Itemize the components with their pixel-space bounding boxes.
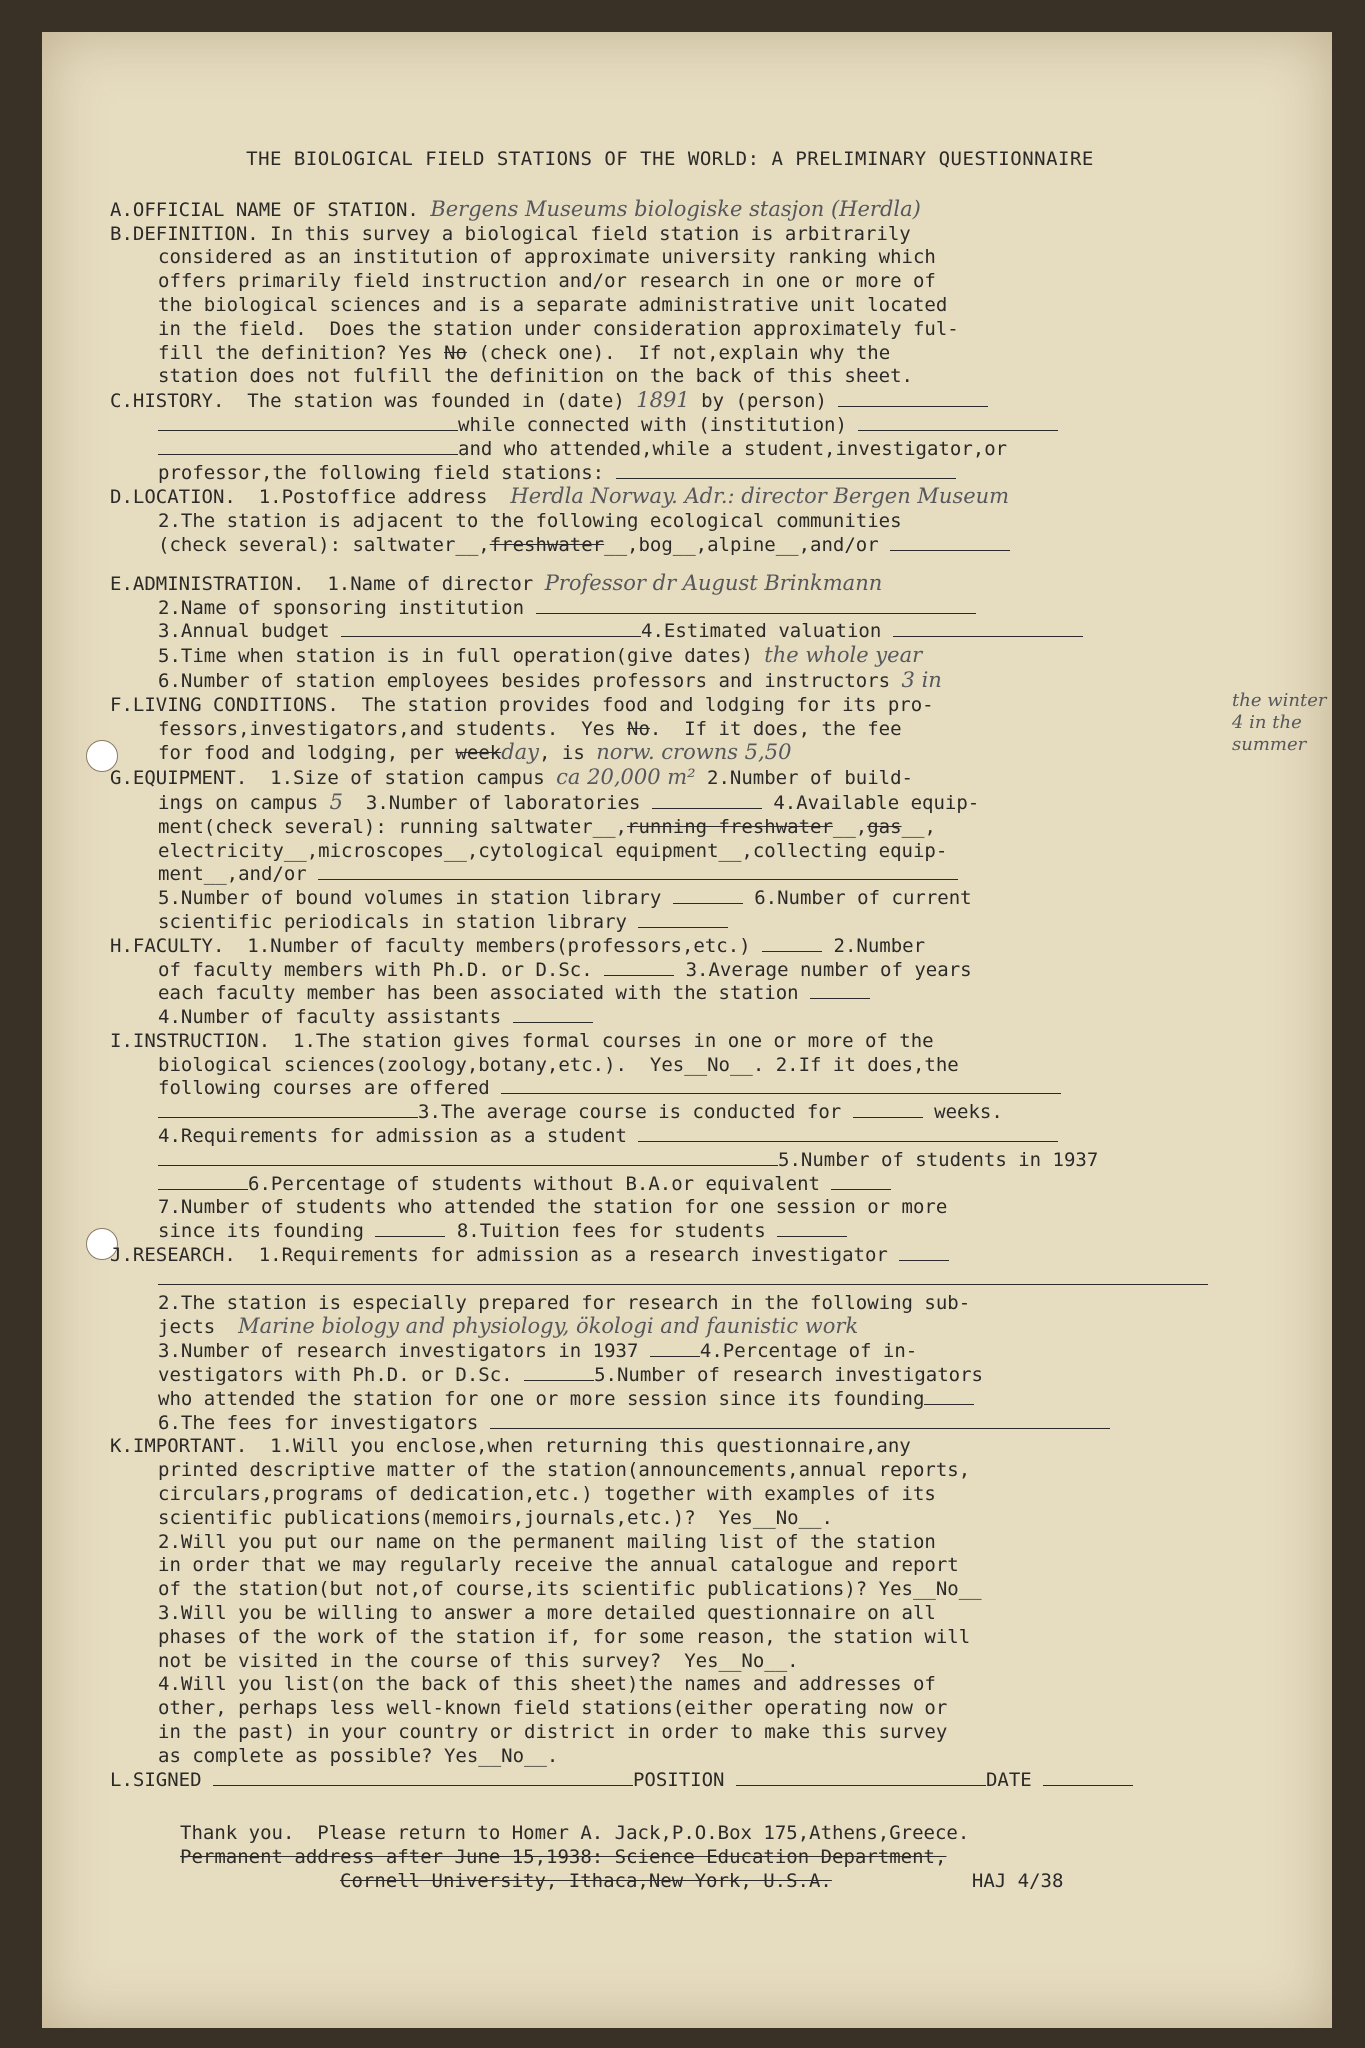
- section-g-line-4: electricity__,microscopes__,cytological equipment__,collecting equip-: [158, 839, 948, 862]
- students-blank: [158, 1149, 778, 1166]
- section-i-line-8: 7.Number of students who attended the station for one session or more: [158, 1196, 948, 1219]
- periodicals-label-2: scientific periodicals in station library: [158, 910, 627, 933]
- address-label: D.LOCATION. 1.Postoffice address: [110, 486, 488, 509]
- operation-label: 5.Time when station is in full operation(give dates): [158, 645, 753, 668]
- budget-blank: [341, 620, 641, 637]
- history-blank-3: [158, 438, 458, 455]
- section-j-line-6: [110, 1388, 1230, 1412]
- section-f-line-3: [110, 741, 1230, 766]
- section-j-line-3: [110, 1315, 1230, 1340]
- library-label: 5.Number of bound volumes in station library: [158, 887, 662, 910]
- equipment-label: 4.Available equip-: [773, 791, 980, 814]
- handwritten-campus-size: ca 20,000 m²: [556, 765, 696, 790]
- periodicals-label: 6.Number of current: [754, 887, 972, 910]
- section-f-line-1: F.LIVING CONDITIONS. The station provides food and lodging for its pro-: [110, 693, 934, 716]
- courses-blank: [501, 1077, 1061, 1094]
- campus-label: ings on campus: [158, 791, 319, 814]
- faculty-phd-label-2: of faculty members with Ph.D. or D.Sc.: [158, 958, 593, 981]
- attended-label: and who attended,while a student,investigator,or: [458, 437, 1008, 460]
- handwritten-buildings: 5: [329, 789, 343, 814]
- investigators-phd-label: vestigators with Ph.D. or D.Sc.: [158, 1364, 513, 1387]
- community-blank: [890, 534, 1010, 551]
- saltwater-option: (check several): saltwater__,: [158, 533, 490, 556]
- budget-label: 3.Annual budget: [158, 620, 330, 643]
- section-e-line-1: [110, 572, 1230, 597]
- assistants-blank: [513, 1006, 593, 1023]
- investigators-blank: [650, 1340, 700, 1357]
- connected-with-label: while connected with (institution): [458, 413, 847, 436]
- handwritten-founded-date: 1891: [636, 388, 690, 413]
- section-i-line-5: [110, 1125, 1230, 1149]
- position-blank: [736, 1769, 986, 1786]
- percentage-investigators-label: 4.Percentage of in-: [699, 1340, 918, 1363]
- faculty-blank: [762, 935, 822, 952]
- week-struck: week: [455, 742, 502, 765]
- section-i-line-6: [110, 1149, 1230, 1173]
- section-k-line-12: other, perhaps less well-known field stations(either operating now or: [158, 1697, 948, 1720]
- section-d-line-1: [110, 485, 1230, 510]
- valuation-label: 4.Estimated valuation: [641, 620, 882, 643]
- food-no-struck: No: [627, 717, 650, 740]
- section-k-line-1: K.IMPORTANT. 1.Will you enclose,when returning this questionnaire,any: [110, 1435, 911, 1458]
- section-g-line-6: [110, 887, 1230, 911]
- date-blank: [1043, 1769, 1133, 1786]
- section-k-line-8: 3.Will you be willing to answer a more detailed questionnaire on all: [158, 1602, 936, 1625]
- section-i-line-7: [110, 1173, 1230, 1197]
- section-e-line-2: [110, 597, 1230, 621]
- definition-no-struck: No: [444, 341, 467, 364]
- faculty-phd-blank: [604, 959, 674, 976]
- per-label: for food and lodging, per: [158, 742, 444, 765]
- investigators-phd-blank: [524, 1364, 594, 1381]
- faculty-phd-label: 2.Number: [833, 934, 926, 957]
- equipment-separator-2: __,: [901, 815, 936, 838]
- section-i-line-4: [110, 1101, 1230, 1125]
- student-requirements-label: 4.Requirements for admission as a student: [158, 1125, 627, 1148]
- research-requirements-label: J.RESEARCH. 1.Requirements for admission as a research investigator: [110, 1244, 888, 1267]
- years-blank: [810, 982, 870, 999]
- founding-students-label: since its founding: [158, 1220, 364, 1243]
- library-blank: [673, 887, 743, 904]
- section-i-line-1: I.INSTRUCTION. 1.The station gives formal courses in one or more of the: [110, 1029, 934, 1052]
- equipment-other-label: ment__,and/or: [158, 863, 307, 886]
- section-b-line-6: [110, 342, 1230, 366]
- field-stations-label: professor,the following field stations:: [158, 461, 605, 484]
- date-label: DATE: [985, 1768, 1032, 1791]
- section-c-line-3: [110, 438, 1230, 462]
- community-options: __,bog__,alpine__,and/or: [604, 533, 879, 556]
- periodicals-blank: [638, 911, 728, 928]
- section-k-line-13: in the past) in your country or district in order to make this survey: [158, 1721, 948, 1743]
- section-k-line-6: in order that we may regularly receive the annual catalogue and report: [158, 1554, 959, 1577]
- founded-by-label: by (person): [701, 390, 827, 413]
- section-h-line-2: [110, 959, 1230, 983]
- section-k-line-3: circulars,programs of dedication,etc.) together with examples of its: [158, 1483, 936, 1506]
- tuition-blank: [777, 1220, 847, 1237]
- section-k-line-14: as complete as possible? Yes__No__.: [158, 1744, 559, 1767]
- handwritten-research-subjects: Marine biology and physiology, ökologi and faunistic work: [238, 1314, 859, 1339]
- is-label: , is: [539, 742, 585, 765]
- signed-label: L.SIGNED: [110, 1768, 202, 1791]
- percentage-prefix-blank: [158, 1173, 248, 1190]
- section-j-line-2: 2.The station is especially prepared for research in the following sub-: [158, 1291, 971, 1314]
- section-e-line-3: [110, 620, 1230, 644]
- section-b-line-3: offers primarily field instruction and/or research in one or more of: [158, 270, 936, 293]
- freshwater-equipment-struck: running freshwater: [627, 815, 833, 838]
- courses-label: following courses are offered: [158, 1077, 490, 1100]
- section-k-line-2: printed descriptive matter of the station(announcements,annual reports,: [158, 1459, 971, 1482]
- laboratories-label: 3.Number of laboratories: [365, 791, 641, 814]
- freshwater-struck: freshwater: [489, 533, 605, 556]
- section-k-line-9: phases of the work of the station if, for some reason, the station will: [158, 1625, 971, 1648]
- course-length-label: 3.The average course is conducted for: [418, 1101, 842, 1124]
- founding-students-blank: [375, 1220, 445, 1237]
- official-name-label: A.OFFICIAL NAME OF STATION.: [110, 198, 419, 221]
- return-instructions: [110, 1822, 1230, 1893]
- section-h-line-3: [110, 982, 1230, 1006]
- section-f-line-2: [110, 718, 1230, 742]
- equipment-separator-1: __,: [832, 815, 868, 838]
- section-h-line-1: [110, 935, 1230, 959]
- section-c-line-1: [110, 389, 1230, 414]
- section-j-line-1: [110, 1244, 1230, 1268]
- section-i-line-2: biological sciences(zoology,botany,etc.). Yes__No__. 2.If it does,the: [158, 1053, 959, 1076]
- campus-size-label: G.EQUIPMENT. 1.Size of station campus: [110, 767, 545, 790]
- section-k-line-11: 4.Will you list(on the back of this sheet)the names and addresses of: [158, 1673, 936, 1696]
- section-d-line-3: [110, 534, 1230, 558]
- weeks-label: weeks.: [934, 1101, 1003, 1124]
- returning-investigators-label: 5.Number of research investigators: [594, 1364, 983, 1387]
- section-k-line-7: of the station(but not,of course,its scientific publications)? Yes__No__: [158, 1578, 982, 1601]
- section-k-line-5: 2.Will you put our name on the permanent mailing list of the station: [158, 1530, 936, 1553]
- percentage-blank: [831, 1173, 891, 1190]
- faculty-label: H.FACULTY. 1.Number of faculty members(professors,etc.): [110, 934, 751, 957]
- section-c-line-2: [110, 414, 1230, 438]
- signed-blank: [213, 1769, 633, 1786]
- questionnaire-text: [110, 148, 1230, 1894]
- section-b-line-4: the biological sciences and is a separate administrative unit located: [158, 293, 948, 316]
- section-b-line-1: B.DEFINITION. In this survey a biological field station is arbitrarily: [110, 222, 911, 245]
- section-k-line-10: not be visited in the course of this survey? Yes__No__.: [158, 1649, 799, 1672]
- section-g-line-7: [110, 911, 1230, 935]
- section-h-line-4: [110, 1006, 1230, 1030]
- section-k-line-4: scientific publications(memoirs,journals,etc.)? Yes__No__.: [158, 1506, 833, 1529]
- history-blank-1: [158, 414, 458, 431]
- subjects-label: jects: [158, 1316, 216, 1339]
- footer-address-struck: Cornell University, Ithaca,New York, U.S.A.: [340, 1869, 832, 1892]
- courses-blank-2: [158, 1101, 418, 1118]
- returning-investigators-blank: [924, 1388, 974, 1405]
- footer-line-1: Thank you. Please return to Homer A. Jack,P.O.Box 175,Athens,Greece.: [180, 1822, 970, 1845]
- assistants-label: 4.Number of faculty assistants: [158, 1006, 502, 1029]
- course-length-blank: [853, 1101, 923, 1118]
- tuition-label: 8.Tuition fees for students: [456, 1220, 766, 1243]
- handwritten-station-name: Bergens Museums biologiske stasjon (Herdla): [430, 196, 921, 221]
- handwritten-operation: the whole year: [764, 643, 923, 668]
- section-j-line-5: [110, 1364, 1230, 1388]
- definition-yes-label: fill the definition? Yes: [158, 341, 433, 364]
- valuation-blank: [893, 620, 1083, 637]
- section-b-line-7: station does not fulfill the definition on the back of this sheet.: [158, 365, 913, 388]
- investigators-1937-label: 3.Number of research investigators in 1937: [158, 1340, 639, 1363]
- handwritten-director: Professor dr August Brinkmann: [544, 570, 883, 595]
- definition-check-text: (check one). If not,explain why the: [478, 341, 891, 364]
- fee-label: . If it does, the fee: [649, 717, 902, 740]
- handwritten-day: day: [501, 740, 540, 765]
- section-g-line-1: [110, 766, 1230, 791]
- section-e-line-5: [110, 669, 1230, 694]
- section-j-line-1b: [110, 1268, 1230, 1292]
- section-g-line-5: [110, 863, 1230, 887]
- equipment-other-blank: [318, 863, 958, 880]
- section-a: [110, 198, 1230, 223]
- research-requirements-blank-2: [158, 1268, 1208, 1285]
- handwritten-employees-note: the winter 4 in the summer: [1232, 690, 1327, 755]
- buildings-label: 2.Number of build-: [707, 767, 913, 790]
- section-j-line-4: [110, 1340, 1230, 1364]
- section-b-line-5: in the field. Does the station under consideration approximately ful-: [158, 317, 959, 340]
- laboratories-blank: [652, 792, 762, 809]
- section-e-line-4: [110, 644, 1230, 669]
- handwritten-address: Herdla Norway. Adr.: director Bergen Museum: [510, 484, 1010, 509]
- employees-label: 6.Number of station employees besides professors and instructors: [158, 669, 891, 692]
- footer-line-3: [180, 1870, 1230, 1894]
- director-label: E.ADMINISTRATION. 1.Name of director: [110, 572, 534, 595]
- history-blank-2: [858, 414, 1058, 431]
- section-i-line-3: [110, 1077, 1230, 1101]
- food-yes-label: fessors,investigators,and students. Yes: [158, 717, 616, 740]
- research-requirements-blank: [899, 1244, 949, 1261]
- percentage-students-label: 6.Percentage of students without B.A.or equivalent: [248, 1172, 820, 1195]
- document-title: THE BIOLOGICAL FIELD STATIONS OF THE WORLD: A PRELIMINARY QUESTIONNAIRE: [246, 148, 1094, 170]
- founded-label: C.HISTORY. The station was founded in (date): [110, 390, 625, 413]
- investigator-fees-label: 6.The fees for investigators: [158, 1411, 479, 1434]
- handwritten-employees: 3 in: [901, 667, 942, 692]
- section-c-line-4: [110, 462, 1230, 486]
- form-code: HAJ 4/38: [971, 1869, 1064, 1892]
- position-label: POSITION: [632, 1768, 725, 1791]
- saltwater-equipment: ment(check several): running saltwater__,: [158, 815, 627, 838]
- founder-blank: [838, 390, 988, 407]
- student-requirements-blank: [638, 1125, 1058, 1142]
- section-l-signature: [110, 1769, 1230, 1793]
- sponsor-blank: [536, 597, 976, 614]
- history-blank-4: [616, 462, 956, 479]
- investigator-fees-blank: [490, 1412, 1110, 1429]
- students-1937-label: 5.Number of students in 1937: [778, 1148, 1099, 1171]
- returning-investigators-label-2: who attended the station for one or more session since its founding: [158, 1387, 925, 1410]
- gas-struck: gas: [867, 815, 902, 838]
- years-label: 3.Average number of years: [685, 958, 972, 981]
- handwritten-fee: norw. crowns 5,50: [596, 740, 792, 765]
- section-g-line-3: [110, 816, 1230, 840]
- section-b-line-2: considered as an institution of approximate university ranking which: [158, 246, 936, 269]
- section-g-line-2: [110, 791, 1230, 816]
- section-i-line-9: [110, 1220, 1230, 1244]
- years-label-2: each faculty member has been associated with the station: [158, 982, 799, 1005]
- sponsor-label: 2.Name of sponsoring institution: [158, 596, 525, 619]
- section-j-line-7: [110, 1412, 1230, 1436]
- section-d-line-2: 2.The station is adjacent to the following ecological communities: [158, 510, 902, 533]
- footer-line-2: Permanent address after June 15,1938: Science Education Department,: [180, 1846, 947, 1869]
